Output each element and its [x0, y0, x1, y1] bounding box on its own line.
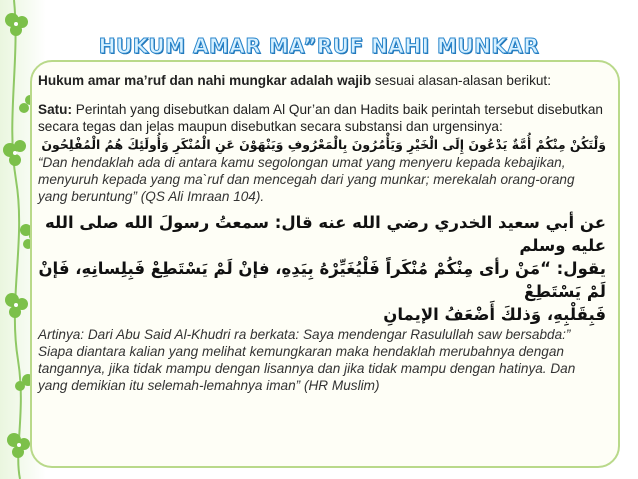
ayat-translation: “Dan hendaklah ada di antara kamu segolongan umat yang menyeru kepada kebajikan, menyuruh kepada yang ma`ruf dan mencegah dari yang munkar; merekalah orang-orang yang beruntung” (QS Ali Imraan 104). [38, 155, 575, 204]
content-body [38, 72, 606, 394]
hadith-arabic-line-1: عن أبي سعيد الخدري رضي الله عنه قال: سمعتُ رسولَ الله صلى الله عليه وسلم [45, 213, 606, 255]
intro-paragraph [38, 72, 606, 89]
intro-bold: Hukum amar ma’ruf dan nahi mungkar adalah wajib [38, 73, 372, 88]
satu-label: Satu: [38, 102, 72, 117]
hadith-translation: Artinya: Dari Abu Said Al-Khudri ra berkata: Saya mendengar Rasulullah saw bersabda:” Siapa diantara kalian yang melihat kemungkaran maka hendaklah merubahnya dengan tangannya, jika tidak mampu dengan lisannya dan jika tidak mampu dengan hatinya. Dan yang demikian itu selemah-lemahnya iman” (HR Muslim) [38, 327, 576, 393]
intro-rest: sesuai alasan-alasan berikut: [371, 73, 551, 88]
page-title: HUKUM AMAR MA”RUF NAHI MUNKAR [98, 34, 540, 58]
hadith-arabic-line-3: فَبِقَلْبِهِ، وَذلكَ أَضْعَفُ الإيمانِ [383, 305, 606, 324]
satu-text: Perintah yang disebutkan dalam Al Qur’an dan Hadits baik perintah tersebut disebutkan secara tegas dan jelas maupun disebutkan secara substansi dan urgensinya: [38, 102, 603, 134]
satu-paragraph [38, 101, 606, 135]
hadith-arabic-line-2: يقول: “مَنْ رأى مِنْكُمْ مُنْكَراً فَلْيُغَيِّرْهُ بِيَدِهِ، فإنْ لَمْ يَسْتَطِعْ فَبِلِسانِهِ، فَإنْ لَمْ يَسْتَطِعْ [38, 259, 606, 301]
ayat-arabic: وَلْتَكُنْ مِنْكُمْ أُمَّةٌ يَدْعُونَ إِلَى الْخَيْرِ وَيَأْمُرُونَ بِالْمَعْرُوفِ وَيَنْهَوْنَ عَنِ الْمُنْكَرِ وَأُولَئِكَ هُمُ الْمُفْلِحُونَ [41, 137, 606, 152]
